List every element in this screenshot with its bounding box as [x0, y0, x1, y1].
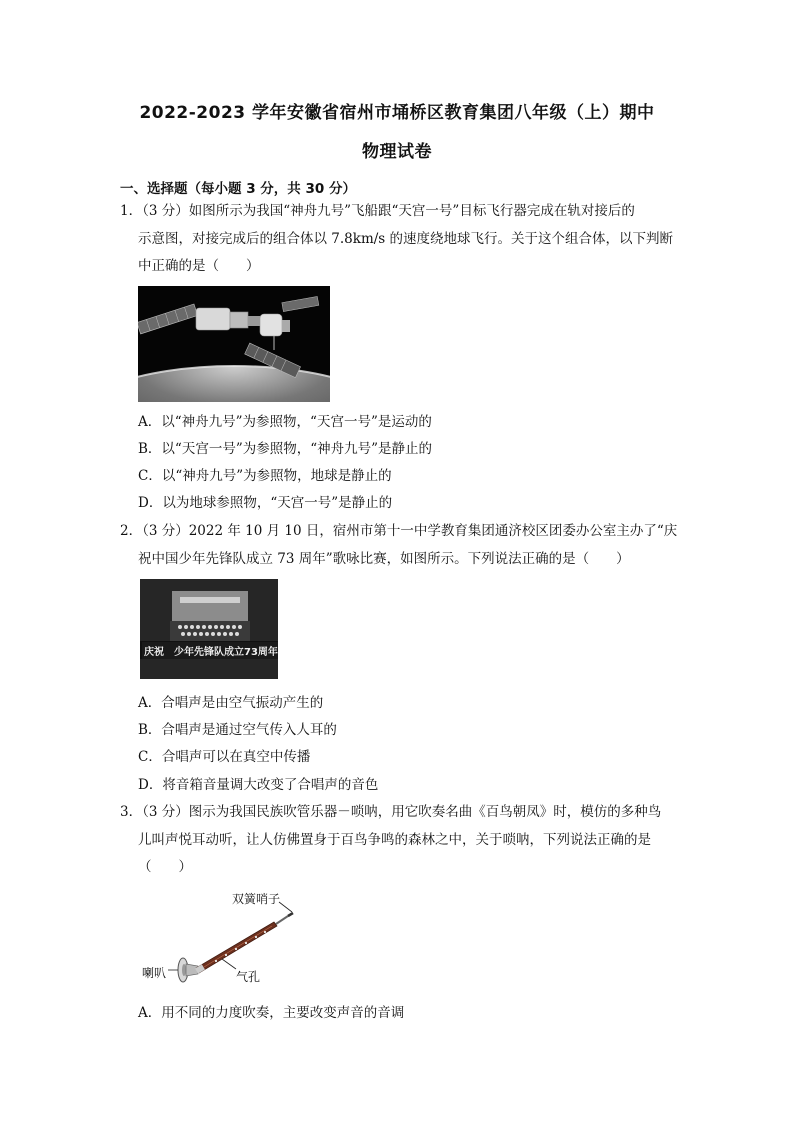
q3-suona-diagram [138, 884, 298, 984]
q2-choir-photo [140, 579, 278, 679]
q1-option-c: C．以“神舟九号”为参照物，地球是静止的 [138, 468, 392, 484]
q3-stem-line3: （ ） [138, 859, 192, 875]
doc-title-line2: 物理试卷 [362, 142, 432, 162]
q3-label-hole: 气孔 [236, 970, 261, 984]
q2-option-b: B．合唱声是通过空气传入人耳的 [138, 722, 337, 738]
q1-option-b: B．以“天宫一号”为参照物，“神舟九号”是静止的 [138, 441, 433, 457]
q1-option-d: D．以为地球参照物，“天宫一号”是静止的 [138, 495, 393, 511]
q2-stem-line1: 2．（3 分）2022 年 10 月 10 日，宿州市第十一中学教育集团通济校区团委办公室主办了“庆 [120, 523, 678, 539]
q1-option-a: A．以“神舟九号”为参照物，“天宫一号”是运动的 [138, 414, 432, 430]
q3-stem-line1: 3．（3 分）图示为我国民族吹管乐器－唢呐，用它吹奏名曲《百鸟朝凤》时，模仿的多种鸟 [120, 804, 662, 820]
q2-option-d: D．将音箱音量调大改变了合唱声的音色 [138, 777, 379, 793]
doc-title-line1: 2022-2023 学年安徽省宿州市埇桥区教育集团八年级（上）期中 [139, 103, 655, 123]
q1-stem-line1: 1．（3 分）如图所示为我国“神舟九号”飞船跟“天宫一号”目标飞行器完成在轨对接后的 [120, 203, 635, 219]
q2-option-a: A．合唱声是由空气振动产生的 [138, 695, 324, 711]
q2-stem-line2: 祝中国少年先锋队成立 73 周年”歌咏比赛，如图所示。下列说法正确的是（ ） [138, 551, 630, 567]
q3-label-reed: 双簧哨子 [232, 892, 281, 906]
q3-label-bell: 喇叭 [142, 966, 167, 980]
q3-stem-line2: 儿叫声悦耳动听，让人仿佛置身于百鸟争鸣的森林之中，关于唢呐，下列说法正确的是 [138, 832, 651, 848]
section-heading: 一、选择题（每小题 3 分，共 30 分） [120, 181, 356, 197]
q1-stem-line3: 中正确的是（ ） [138, 258, 260, 274]
q1-stem-line2: 示意图，对接完成后的组合体以 7.8km/s 的速度绕地球飞行。关于这个组合体，以下判断 [138, 231, 674, 247]
q2-option-c: C．合唱声可以在真空中传播 [138, 749, 311, 765]
q3-option-a: A．用不同的力度吹奏，主要改变声音的音调 [138, 1005, 405, 1021]
q1-spacecraft-image [138, 286, 330, 402]
q2-photo-banner-text: 庆祝 少年先锋队成立73周年 [142, 642, 278, 659]
